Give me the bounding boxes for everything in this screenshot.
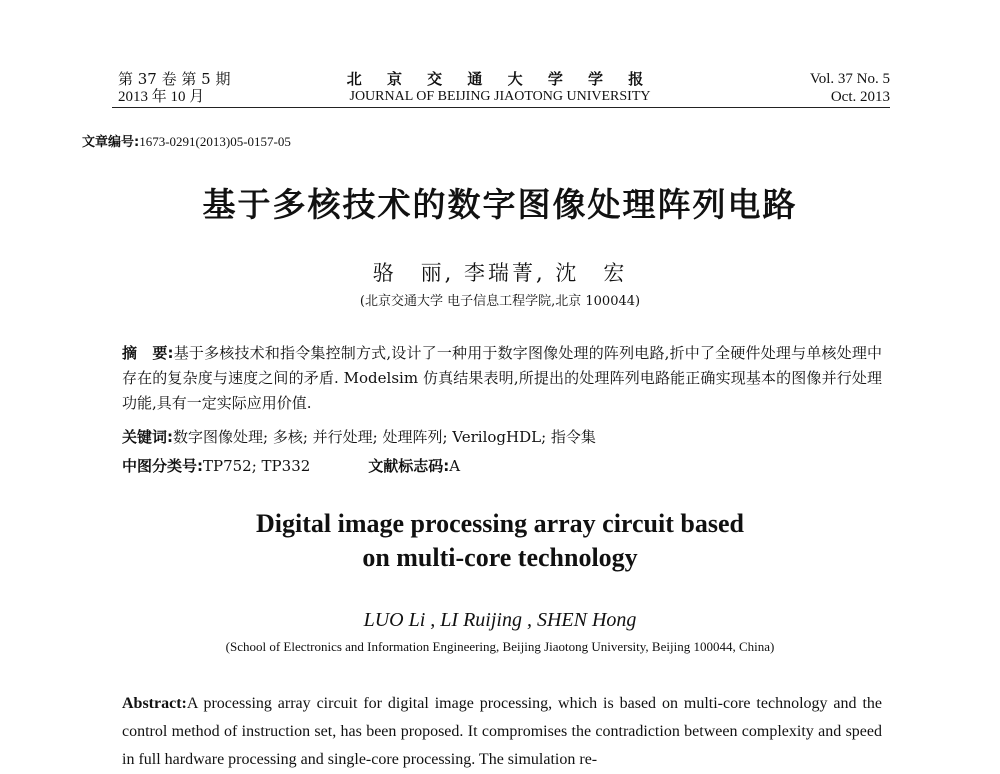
journal-name-en: JOURNAL OF BEIJING JIAOTONG UNIVERSITY: [349, 89, 651, 104]
keywords-text: 数字图像处理; 多核; 并行处理; 处理阵列; VerilogHDL; 指令集: [173, 428, 596, 446]
abstract-english-text: A processing array circuit for digital image processing, which is based on multi-core technology and the control method of instruction set, has been proposed. It compromises the contradiction between complexity and speed in full hardware processing and single-core processing. The simulation re-: [122, 695, 882, 768]
abstract-english-label: Abstract:: [122, 695, 187, 712]
issue-date: 2013 年 10 月: [118, 89, 205, 105]
document-code-label: 文献标志码:: [368, 457, 450, 475]
affiliation-english: (School of Electronics and Information Engineering, Beijing Jiaotong University, Beijing 100044, China): [225, 639, 775, 654]
header-rule: [112, 107, 890, 108]
affiliation-chinese: (北京交通大学 电子信息工程学院,北京 100044): [359, 294, 641, 309]
title-chinese: 基于多核技术的数字图像处理阵列电路: [202, 185, 798, 224]
classification-line: [122, 455, 460, 476]
abstract-chinese-text: 基于多核技术和指令集控制方式,设计了一种用于数字图像处理的阵列电路,折中了全硬件处理与单核处理中存在的复杂度与速度之间的矛盾. Modelsim 仿真结果表明,所提出的处理阵列电路能正确实现基本的图像并行处理功能,具有一定实际应用价值.: [122, 344, 883, 412]
running-header-right: [810, 70, 890, 106]
title-english-line2: on multi-core technology: [362, 543, 638, 572]
title-english: [0, 507, 1000, 575]
abstract-chinese: [122, 341, 882, 416]
volume-issue: 第 37 卷 第 5 期: [118, 70, 231, 88]
issue-date-en: Oct. 2013: [830, 89, 890, 105]
keywords-label: 关键词:: [122, 428, 173, 446]
volume-number-en: Vol. 37 No. 5: [809, 71, 890, 87]
clc-value: TP752; TP332: [203, 457, 311, 475]
clc-label: 中图分类号:: [122, 457, 203, 475]
keywords-chinese: [122, 426, 596, 447]
article-number-label: 文章编号:: [82, 135, 140, 150]
abstract-chinese-label: 摘 要:: [122, 344, 174, 362]
document-code-value: A: [449, 457, 461, 475]
article-number: [82, 131, 291, 150]
article-number-value: 1673-0291(2013)05-0157-05: [139, 134, 291, 149]
authors-chinese: 骆 丽, 李瑞菁, 沈 宏: [372, 261, 628, 285]
journal-name-cn: 北 京 交 通 大 学 学 报: [346, 70, 654, 88]
abstract-english: [122, 690, 882, 774]
authors-english: LUO Li , LI Ruijing , SHEN Hong: [363, 609, 637, 631]
title-english-line1: Digital image processing array circuit based: [256, 509, 744, 538]
